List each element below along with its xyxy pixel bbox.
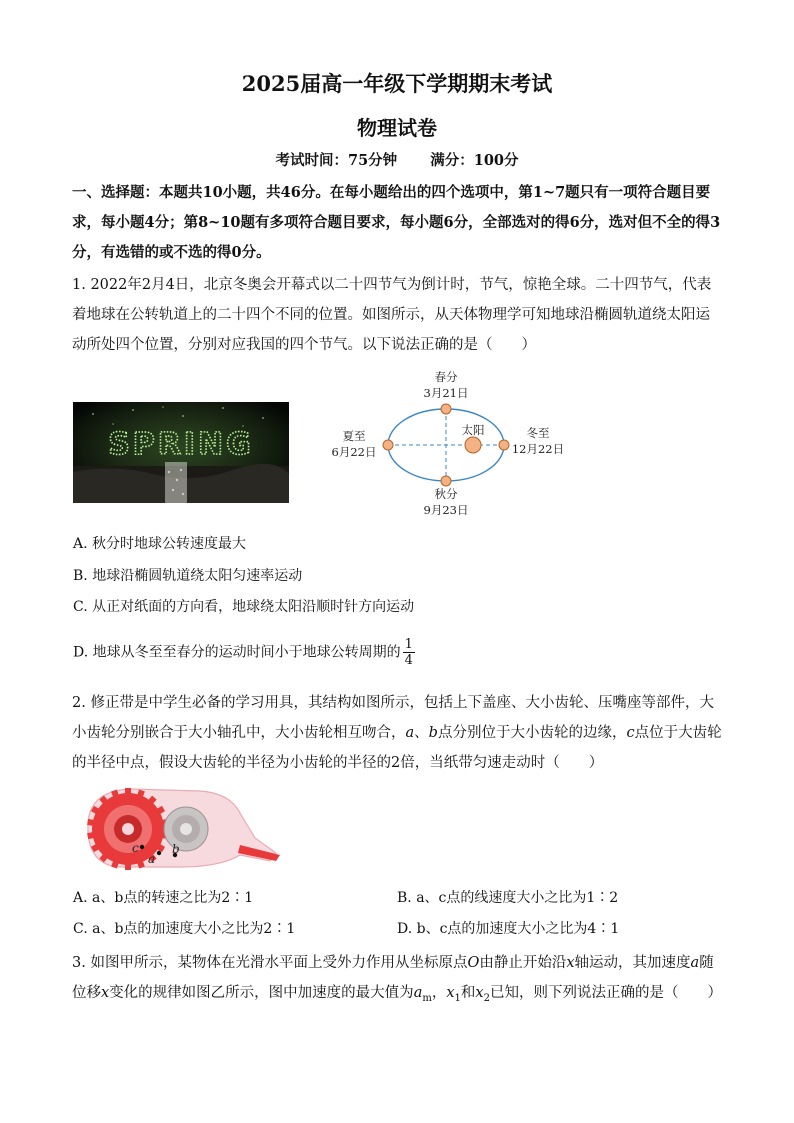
exam-info bbox=[0, 149, 794, 170]
var-am: a bbox=[413, 985, 423, 1001]
correction-tape-image bbox=[80, 783, 286, 875]
gear-label-c: c bbox=[132, 841, 139, 855]
label-autumn-date: 9月23日 bbox=[423, 503, 469, 517]
exam-time: 考试时间：75分钟 bbox=[275, 152, 398, 169]
fraction-denominator: 4 bbox=[404, 653, 413, 668]
spring-text: SPRING bbox=[108, 427, 254, 462]
q3-stem-5: 变化的规律如图乙所示，图中加速度的最大值为 bbox=[109, 985, 414, 1001]
q1-option-d-text: D. 地球从冬至至春分的运动时间小于地球公转周期的 bbox=[73, 644, 401, 661]
q3-stem-2: 由静止开始沿 bbox=[479, 955, 567, 971]
q2-option-c: C. a、b点的加速度大小之比为2∶1 bbox=[73, 921, 296, 937]
earth-winter bbox=[499, 440, 509, 450]
var-x2: x bbox=[475, 985, 484, 1001]
fireworks-image bbox=[73, 402, 289, 503]
earth-autumn bbox=[441, 476, 451, 486]
q3-stem-6: 已知，则下列说法正确的是（ ） bbox=[489, 985, 722, 1001]
earth-summer bbox=[383, 440, 393, 450]
orbit-svg bbox=[326, 368, 566, 520]
q2-option-d: D. b、c点的加速度大小之比为4∶1 bbox=[397, 921, 620, 937]
sun-icon bbox=[465, 437, 481, 453]
q2-option-a: A. a、b点的转速之比为2∶1 bbox=[73, 890, 254, 906]
label-winter-date: 12月22日 bbox=[511, 442, 565, 456]
section-heading: 一、选择题：本题共10小题，共46分。在每小题给出的四个选项中，第1~7题只有一项符合题目要求，每小题4分；第8~10题有多项符合题目要求，每小题6分，全部选对的得6分，选对但不全的得3分，有选错的或不选的得0分。 bbox=[72, 184, 721, 261]
earth-spring bbox=[441, 404, 451, 414]
fraction-one-quarter bbox=[403, 637, 415, 668]
var-am-sub: m bbox=[422, 992, 432, 1004]
exam-score: 满分：100分 bbox=[430, 152, 519, 169]
q1-option-a: A. 秋分时地球公转速度最大 bbox=[73, 536, 247, 552]
label-winter: 冬至 bbox=[526, 426, 550, 440]
gear-label-a: a bbox=[148, 852, 156, 866]
q3-stem: 3. 如图甲所示，某物体在光滑水平面上受外力作用从坐标原点O由静止开始沿x轴运动，其加速度a随位移x变化的规律如图乙所示，图中加速度的最大值为$a_m$，$x_1$和$x_2$已知，则下列说法正确的是（ ） bbox=[72, 955, 722, 1004]
q3-stem-3: 轴运动，其加速度 bbox=[574, 955, 691, 971]
q1-option-c: C. 从正对纸面的方向看，地球绕太阳沿顺时针方向运动 bbox=[73, 599, 415, 615]
q3-stem-4: 随位移 bbox=[72, 955, 714, 1001]
q2-stem-mid: 点分别位于大小齿轮的边缘， bbox=[437, 725, 627, 741]
q3-and: 和 bbox=[460, 985, 476, 1001]
q2-stem: 2. 修正带是中学生必备的学习用具，其结构如图所示，包括上下盖座、大小齿轮、压嘴座等部件，大小齿轮分别嵌合于大小轴孔中，大小齿轮相互吻合，a、b点分别位于大小齿轮的边缘，c点位于大齿轮的半径中点，假设大齿轮的半径为小齿轮的半径的2倍，当纸带匀速走动时（ ） bbox=[72, 695, 722, 771]
gear-label-b: b bbox=[172, 842, 180, 856]
label-spring-date: 3月21日 bbox=[423, 386, 469, 400]
var-x2-sub: 2 bbox=[483, 992, 490, 1004]
subject-title: 物理试卷 bbox=[357, 116, 437, 140]
spring-fireworks-photo bbox=[73, 402, 289, 503]
q1-option-d bbox=[73, 637, 415, 668]
correction-tape-photo bbox=[80, 783, 286, 875]
var-c: c bbox=[626, 725, 635, 741]
label-autumn: 秋分 bbox=[434, 487, 458, 501]
q2-option-b: B. a、c点的线速度大小之比为1∶2 bbox=[397, 890, 619, 906]
var-x1: x bbox=[446, 985, 455, 1001]
q1-option-b: B. 地球沿椭圆轨道绕太阳匀速率运动 bbox=[73, 568, 303, 584]
var-x1-sub: 1 bbox=[454, 992, 461, 1004]
var-a: a bbox=[405, 725, 415, 741]
var-origin: O bbox=[467, 955, 480, 971]
q3-stem-1: 3. 如图甲所示，某物体在光滑水平面上受外力作用从坐标原点 bbox=[72, 955, 468, 971]
exam-title: 2025届高一年级下学期期末考试 bbox=[241, 71, 553, 96]
label-summer-date: 6月22日 bbox=[331, 445, 377, 459]
label-spring: 春分 bbox=[434, 370, 458, 384]
q2-stem-post: 点位于大齿轮的半径中点，假设大齿轮的半径为小齿轮的半径的2倍，当纸带匀速走动时（ ） bbox=[72, 725, 722, 771]
q2-stem-pre: 2. 修正带是中学生必备的学习用具，其结构如图所示，包括上下盖座、大小齿轮、压嘴座等部件，大小齿轮分别嵌合于大小轴孔中，大小齿轮相互吻合， bbox=[72, 695, 714, 741]
small-gear-icon bbox=[164, 807, 208, 851]
label-summer: 夏至 bbox=[342, 429, 366, 443]
var-acceleration: a bbox=[690, 955, 700, 971]
earth-orbit-diagram bbox=[326, 368, 566, 520]
fraction-numerator: 1 bbox=[404, 637, 413, 652]
q1-stem: 1. 2022年2月4日，北京冬奥会开幕式以二十四节气为倒计时，节气，惊艳全球。二十四节气，代表着地球在公转轨道上的二十四个不同的位置。如图所示，从天体物理学可知地球沿椭圆轨道绕太阳运动所处四个位置，分别对应我国的四个节气。以下说法正确的是（ ） bbox=[72, 277, 712, 353]
label-sun: 太阳 bbox=[461, 423, 485, 437]
var-x-axis: x bbox=[566, 955, 575, 971]
var-displacement: x bbox=[101, 985, 110, 1001]
var-b: b bbox=[428, 725, 438, 741]
